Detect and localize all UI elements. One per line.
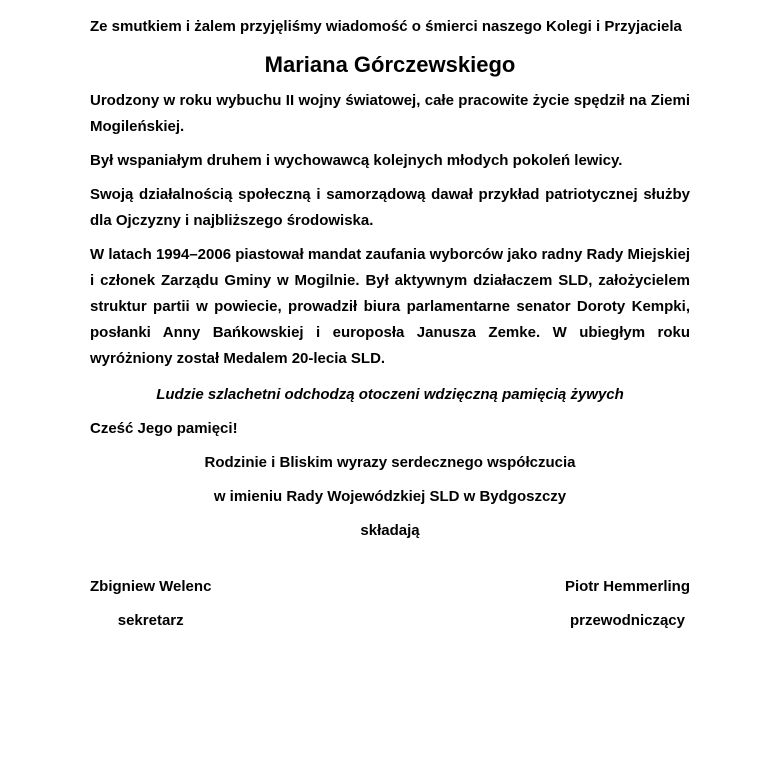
body-paragraph-service: Swoją działalnością społeczną i samorządową dawał przykład patriotycznej służby dla Ojczyzny i najbliższego środowiska. [90,186,690,229]
on-behalf-line: w imieniu Rady Wojewódzkiej SLD w Bydgoszczy [213,488,567,505]
body-paragraph-mentor: Był wspaniałym druhem i wychowawcą kolejnych młodych pokoleń lewicy. [90,152,623,169]
intro-paragraph: Ze smutkiem i żalem przyjęliśmy wiadomość o śmierci naszego Kolegi i Przyjaciela [90,18,682,35]
signature-right [565,574,690,634]
farewell-line: Cześć Jego pamięci! [90,420,238,437]
signature-right-role: przewodniczący [569,612,685,629]
condolence-line: Rodzinie i Bliskim wyrazy serdecznego współczucia [204,454,576,471]
signature-block [90,574,690,634]
deceased-name-heading: Mariana Górczewskiego [264,52,516,77]
body-paragraph-birth: Urodzony w roku wybuchu II wojny światowej, całe pracowite życie spędził na Ziemi Mogileńskiej. [90,92,690,135]
body-paragraph-career: W latach 1994–2006 piastował mandat zaufania wyborców jako radny Rady Miejskiej i członek Zarządu Gminy w Mogilnie. Był aktywnym działaczem SLD, założycielem struktur partii w powiecie, prowadził biura parlamentarne senator Doroty Kempki, posłanki Anny Bańkowskiej i europosła Janusza Zemke. W ubiegłym roku wyróżniony został Medalem 20-lecia SLD. [90,246,690,367]
epitaph-line: Ludzie szlachetni odchodzą otoczeni wdzięczną pamięcią żywych [156,386,624,403]
signature-left-name: Zbigniew Welenc [90,578,212,595]
signature-right-name: Piotr Hemmerling [564,578,690,595]
submitted-by-line: składają [360,522,420,539]
signature-left [90,574,211,634]
signature-left-role: sekretarz [117,612,184,629]
